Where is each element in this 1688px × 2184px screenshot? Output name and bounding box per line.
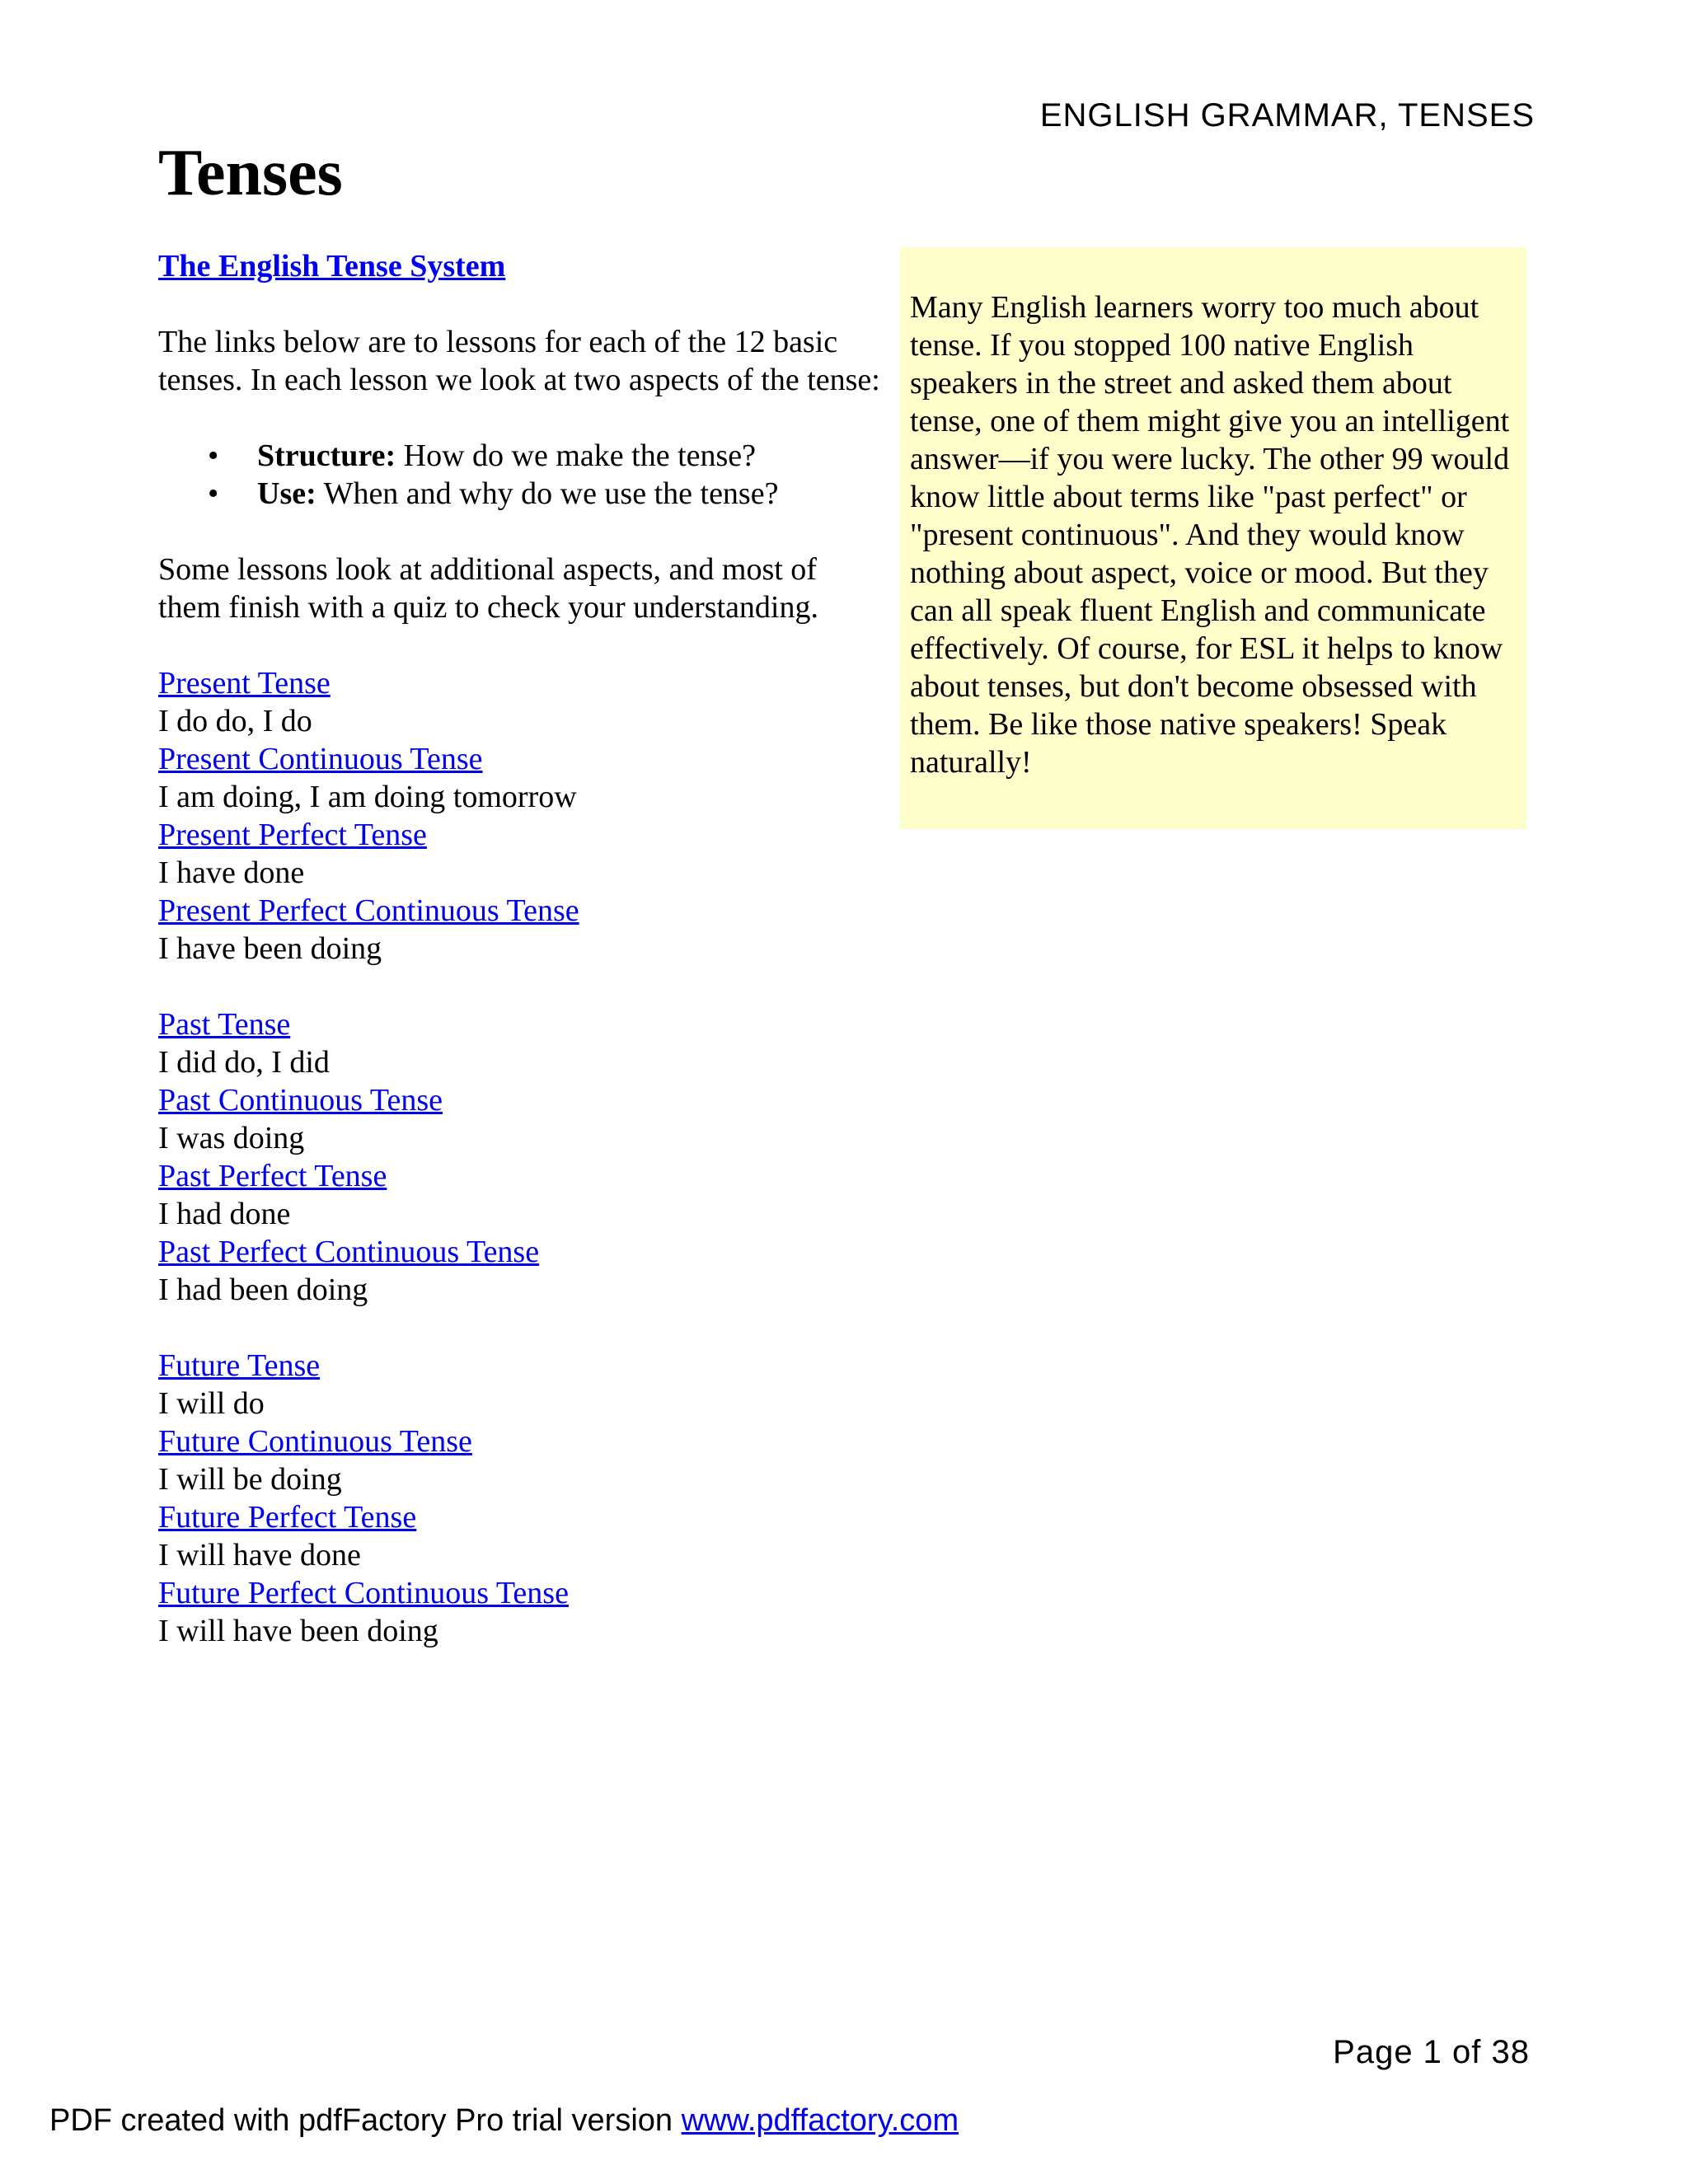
tense-example: I did do, I did xyxy=(158,1045,330,1080)
tense-example: I have done xyxy=(158,855,305,890)
bullet-text: How do we make the tense? xyxy=(396,438,757,473)
spacer xyxy=(158,1309,884,1347)
aspects-list xyxy=(158,437,884,513)
pdf-notice: PDF created with pdfFactory Pro trial version xyxy=(49,2103,682,2138)
bullet-text: When and why do we use the tense? xyxy=(316,476,779,511)
spacer xyxy=(158,968,884,1005)
spacer xyxy=(158,285,884,323)
bullet-icon: • xyxy=(208,476,219,511)
tense-example: I will be doing xyxy=(158,1462,342,1497)
future-tenses-group xyxy=(158,1347,884,1650)
list-item xyxy=(208,475,884,513)
present-tense-link[interactable]: Present Tense xyxy=(158,666,331,701)
tense-example: I had done xyxy=(158,1197,291,1231)
present-tenses-group xyxy=(158,664,884,968)
tense-example: I have been doing xyxy=(158,931,382,966)
tense-example: I am doing, I am doing tomorrow xyxy=(158,780,577,814)
sidebar-text: Many English learners worry too much about tense. If you stopped 100 native English speakers in the street and asked them about tense, one of them might give you an intelligent answer—if you were lucky. The other 99 would know little about terms like "past perfect" or "present continuous". And they would know nothing about aspect, voice or mood. But they can all speak fluent English and communicate effectively. Of course, for ESL it helps to know about tenses, but don't become obsessed with them. Be like those native speakers! Speak naturally! xyxy=(910,290,1510,780)
spacer xyxy=(158,399,884,437)
past-continuous-tense-link[interactable]: Past Continuous Tense xyxy=(158,1083,443,1118)
list-item xyxy=(208,437,884,475)
pdf-footer xyxy=(49,2103,959,2139)
section-heading xyxy=(158,247,884,285)
page-number: Page 1 of 38 xyxy=(1333,2034,1530,2070)
bullet-label: Structure: xyxy=(257,438,396,473)
past-perfect-continuous-tense-link[interactable]: Past Perfect Continuous Tense xyxy=(158,1235,540,1269)
english-tense-system-link[interactable]: The English Tense System xyxy=(158,249,506,284)
future-perfect-tense-link[interactable]: Future Perfect Tense xyxy=(158,1500,417,1535)
tense-example: I had been doing xyxy=(158,1272,368,1307)
future-tense-link[interactable]: Future Tense xyxy=(158,1348,321,1383)
additional-paragraph: Some lessons look at additional aspects, and most of them finish with a quiz to check your understanding. xyxy=(158,552,818,625)
page-title: Tenses xyxy=(158,137,343,209)
tense-example: I will do xyxy=(158,1386,265,1421)
pdffactory-link[interactable]: www.pdffactory.com xyxy=(681,2103,959,2138)
past-tenses-group xyxy=(158,1005,884,1309)
running-header: ENGLISH GRAMMAR, TENSES xyxy=(1039,97,1535,134)
future-continuous-tense-link[interactable]: Future Continuous Tense xyxy=(158,1424,472,1459)
bullet-label: Use: xyxy=(257,476,316,511)
present-perfect-tense-link[interactable]: Present Perfect Tense xyxy=(158,818,427,852)
main-column xyxy=(158,247,884,1650)
tense-example: I do do, I do xyxy=(158,704,312,738)
past-tense-link[interactable]: Past Tense xyxy=(158,1007,291,1042)
past-perfect-tense-link[interactable]: Past Perfect Tense xyxy=(158,1159,387,1193)
future-perfect-continuous-tense-link[interactable]: Future Perfect Continuous Tense xyxy=(158,1576,569,1610)
spacer xyxy=(158,513,884,551)
intro-paragraph: The links below are to lessons for each of the 12 basic tenses. In each lesson we look at two aspects of the tense: xyxy=(158,325,880,397)
tense-example: I was doing xyxy=(158,1121,305,1155)
spacer xyxy=(158,626,884,664)
present-perfect-continuous-tense-link[interactable]: Present Perfect Continuous Tense xyxy=(158,893,579,928)
tense-example: I will have been doing xyxy=(158,1614,438,1648)
sidebar-note xyxy=(900,247,1526,829)
bullet-icon: • xyxy=(208,438,219,473)
tense-example: I will have done xyxy=(158,1538,361,1572)
present-continuous-tense-link[interactable]: Present Continuous Tense xyxy=(158,742,483,776)
